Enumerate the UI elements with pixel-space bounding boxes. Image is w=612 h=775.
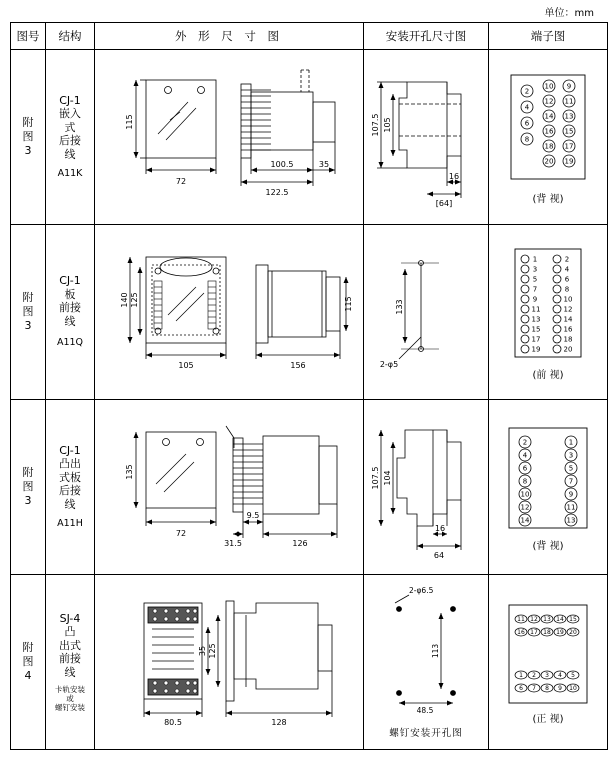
dim-125: 125 [208, 642, 217, 659]
svg-text:17: 17 [531, 335, 541, 344]
svg-text:7: 7 [532, 685, 536, 692]
fig-line: 3 [24, 319, 32, 332]
dim-125: 125 [130, 292, 139, 308]
struct-note: 螺钉安装 [55, 703, 85, 713]
svg-text:18: 18 [544, 142, 554, 151]
svg-text:5: 5 [568, 464, 574, 473]
cutout-caption: 螺钉安装开孔图 [389, 728, 463, 739]
dim-35: 35 [198, 645, 207, 656]
fig-line: 4 [24, 669, 32, 682]
svg-text:17: 17 [530, 629, 538, 636]
svg-text:11: 11 [564, 97, 574, 106]
svg-text:13: 13 [566, 516, 576, 525]
struct-line: 线 [64, 314, 76, 328]
svg-text:13: 13 [564, 112, 574, 121]
outline-drawing-a11h [96, 412, 362, 562]
table-row [11, 575, 608, 750]
svg-text:6: 6 [522, 464, 528, 473]
row-terminal-drawing [489, 575, 608, 750]
table-row [11, 225, 608, 400]
svg-text:1: 1 [568, 438, 574, 447]
row-structure [46, 50, 95, 225]
dim-107-5: 107.5 [371, 113, 380, 137]
svg-text:4: 4 [524, 103, 530, 112]
dim-128: 128 [271, 717, 287, 727]
svg-text:16: 16 [544, 127, 554, 136]
cutout-drawing-a11h [365, 412, 487, 562]
cutout-drawing-sj4 [365, 585, 487, 725]
row-terminal-drawing [489, 225, 608, 400]
svg-text:17: 17 [564, 142, 574, 151]
fig-line: 附 [22, 116, 34, 129]
fig-line: 图 [22, 305, 34, 318]
svg-text:8: 8 [545, 685, 549, 692]
table-row [11, 400, 608, 575]
svg-text:4: 4 [564, 265, 570, 274]
svg-text:6: 6 [524, 119, 530, 128]
dim-107-5: 107.5 [371, 466, 380, 490]
outline-drawing-sj4 [96, 585, 362, 740]
row-terminal-drawing [489, 50, 608, 225]
dim-105: 105 [178, 361, 194, 370]
fig-line: 3 [24, 494, 32, 507]
svg-text:7: 7 [532, 285, 538, 294]
struct-line: 后接 [59, 484, 81, 497]
dim-156: 156 [290, 361, 306, 370]
svg-text:19: 19 [564, 157, 574, 166]
svg-text:16: 16 [563, 325, 573, 334]
spec-table [10, 22, 608, 750]
svg-text:5: 5 [571, 672, 575, 679]
row-terminal-drawing [489, 400, 608, 575]
fig-line: 图 [22, 655, 34, 668]
dim-16: 16 [448, 172, 460, 181]
dim-105: 105 [383, 117, 392, 133]
row-outline-drawing [95, 400, 364, 575]
fig-line: 附 [22, 291, 34, 304]
header-outline: 外 形 尺 寸 图 [95, 23, 364, 50]
terminal-diagram-a11k [493, 69, 603, 189]
terminal-diagram-a11q [493, 243, 603, 365]
struct-line: 出式 [59, 638, 81, 652]
svg-text:7: 7 [568, 477, 574, 486]
dim-2-phi6-5: 2-φ6.5 [409, 586, 434, 595]
outline-drawing-a11q [96, 237, 362, 387]
dim-9-5: 9.5 [246, 511, 260, 520]
struct-line: 式 [64, 120, 76, 134]
row-cutout-drawing [364, 50, 489, 225]
row-cutout-drawing [364, 575, 489, 750]
struct-line: SJ-4 [59, 611, 81, 625]
svg-text:20: 20 [569, 629, 577, 636]
dim-16: 16 [434, 524, 446, 533]
svg-text:12: 12 [544, 97, 554, 106]
svg-text:11: 11 [531, 305, 541, 314]
row-outline-drawing [95, 575, 364, 750]
dim-2-phi5: 2-φ5 [379, 360, 399, 369]
svg-text:15: 15 [531, 325, 541, 334]
cutout-drawing-a11q [365, 237, 487, 387]
svg-text:16: 16 [517, 629, 525, 636]
row-figure-number [11, 400, 46, 575]
struct-note: 卡轨安装 [55, 685, 85, 695]
terminal-diagram-sj4 [493, 599, 603, 709]
fig-line: 图 [22, 130, 34, 143]
svg-text:11: 11 [517, 616, 525, 623]
svg-text:10: 10 [520, 490, 530, 499]
svg-text:8: 8 [522, 477, 528, 486]
dim-115: 115 [344, 296, 353, 312]
table-body [11, 50, 608, 750]
svg-text:8: 8 [524, 135, 530, 144]
table-header [11, 23, 608, 50]
svg-text:10: 10 [563, 295, 573, 304]
struct-line: 前接 [59, 301, 81, 315]
dim-35: 35 [318, 160, 330, 169]
svg-text:9: 9 [558, 685, 562, 692]
terminal-caption: (背 视) [532, 194, 564, 205]
struct-line: CJ-1 [59, 93, 81, 107]
svg-text:13: 13 [543, 616, 551, 623]
struct-line: 凸 [64, 625, 76, 639]
svg-text:9: 9 [532, 295, 538, 304]
svg-text:19: 19 [531, 345, 541, 354]
dim-115: 115 [125, 114, 134, 130]
row-structure [46, 400, 95, 575]
svg-text:4: 4 [522, 451, 528, 460]
struct-code: A11H [57, 518, 83, 529]
header-struct: 结构 [46, 23, 95, 50]
dim-133: 133 [395, 299, 404, 315]
struct-line: 线 [64, 665, 76, 679]
svg-text:13: 13 [531, 315, 541, 324]
svg-text:18: 18 [563, 335, 573, 344]
unit-note: 单位：mm [544, 8, 594, 19]
header-cutout: 安装开孔尺寸图 [364, 23, 489, 50]
svg-text:3: 3 [545, 672, 549, 679]
struct-line: 线 [64, 497, 76, 511]
struct-code: A11Q [56, 337, 84, 349]
terminal-caption: (前 视) [532, 370, 564, 381]
dim-64: [64] [435, 199, 453, 208]
svg-text:12: 12 [530, 616, 538, 623]
table-row [11, 50, 608, 225]
svg-text:10: 10 [544, 82, 554, 91]
struct-line: 嵌入 [59, 107, 81, 120]
struct-line: 前接 [59, 652, 81, 666]
struct-code: A11K [57, 168, 83, 179]
struct-note: 或 [66, 694, 74, 704]
struct-line: 式板 [59, 470, 81, 484]
fig-line: 附 [22, 466, 34, 479]
svg-text:14: 14 [544, 112, 554, 121]
dim-113: 113 [431, 643, 440, 659]
svg-text:2: 2 [524, 87, 530, 96]
svg-text:5: 5 [532, 275, 538, 284]
svg-text:3: 3 [568, 451, 574, 460]
dim-126: 126 [292, 539, 308, 548]
dim-64: 64 [433, 551, 445, 560]
row-outline-drawing [95, 225, 364, 400]
row-outline-drawing [95, 50, 364, 225]
dim-72: 72 [175, 529, 187, 538]
struct-line: 线 [64, 147, 76, 161]
table-header-row [11, 23, 608, 50]
row-cutout-drawing [364, 225, 489, 400]
svg-text:20: 20 [563, 345, 573, 354]
fig-line: 附 [22, 641, 34, 654]
dim-135: 135 [125, 464, 134, 480]
dim-48-5: 48.5 [416, 706, 434, 715]
svg-text:15: 15 [569, 616, 577, 623]
struct-line: 后接 [59, 134, 81, 147]
svg-text:12: 12 [520, 503, 530, 512]
svg-text:9: 9 [568, 490, 574, 499]
dim-80-5: 80.5 [164, 717, 182, 727]
svg-text:9: 9 [566, 82, 572, 91]
svg-text:14: 14 [520, 516, 530, 525]
struct-line: 板 [64, 287, 76, 301]
dim-104: 104 [383, 470, 392, 486]
svg-text:6: 6 [564, 275, 570, 284]
struct-line: CJ-1 [59, 443, 81, 457]
svg-text:2: 2 [522, 438, 528, 447]
outline-drawing-a11k [96, 62, 362, 212]
svg-text:19: 19 [556, 629, 564, 636]
row-structure [46, 575, 95, 750]
svg-text:2: 2 [564, 255, 570, 264]
terminal-caption: (正 视) [532, 714, 564, 725]
row-figure-number [11, 575, 46, 750]
struct-line: 凸出 [59, 457, 81, 470]
dim-31-5: 31.5 [224, 539, 242, 548]
svg-text:12: 12 [563, 305, 573, 314]
svg-text:8: 8 [564, 285, 570, 294]
dim-140: 140 [120, 292, 129, 308]
svg-text:20: 20 [544, 157, 554, 166]
struct-line: CJ-1 [59, 274, 81, 288]
svg-text:1: 1 [532, 255, 538, 264]
svg-text:2: 2 [532, 672, 536, 679]
svg-text:15: 15 [564, 127, 574, 136]
dim-72: 72 [175, 177, 187, 186]
dim-100-5: 100.5 [270, 160, 294, 169]
row-figure-number [11, 225, 46, 400]
svg-text:14: 14 [563, 315, 573, 324]
terminal-diagram-a11h [493, 422, 603, 536]
dim-122-5: 122.5 [265, 188, 289, 197]
svg-text:10: 10 [569, 685, 577, 692]
svg-text:4: 4 [558, 672, 562, 679]
row-structure [46, 225, 95, 400]
fig-line: 3 [24, 144, 32, 157]
terminal-caption: (背 视) [532, 541, 564, 552]
header-fig: 图号 [11, 23, 46, 50]
svg-text:6: 6 [519, 685, 523, 692]
fig-line: 图 [22, 480, 34, 493]
svg-text:18: 18 [543, 629, 551, 636]
cutout-drawing-a11k [365, 62, 487, 212]
row-cutout-drawing [364, 400, 489, 575]
header-terminal: 端子图 [489, 23, 608, 50]
row-figure-number [11, 50, 46, 225]
svg-text:11: 11 [566, 503, 576, 512]
svg-text:14: 14 [556, 616, 564, 623]
svg-text:3: 3 [532, 265, 538, 274]
svg-text:1: 1 [519, 672, 523, 679]
